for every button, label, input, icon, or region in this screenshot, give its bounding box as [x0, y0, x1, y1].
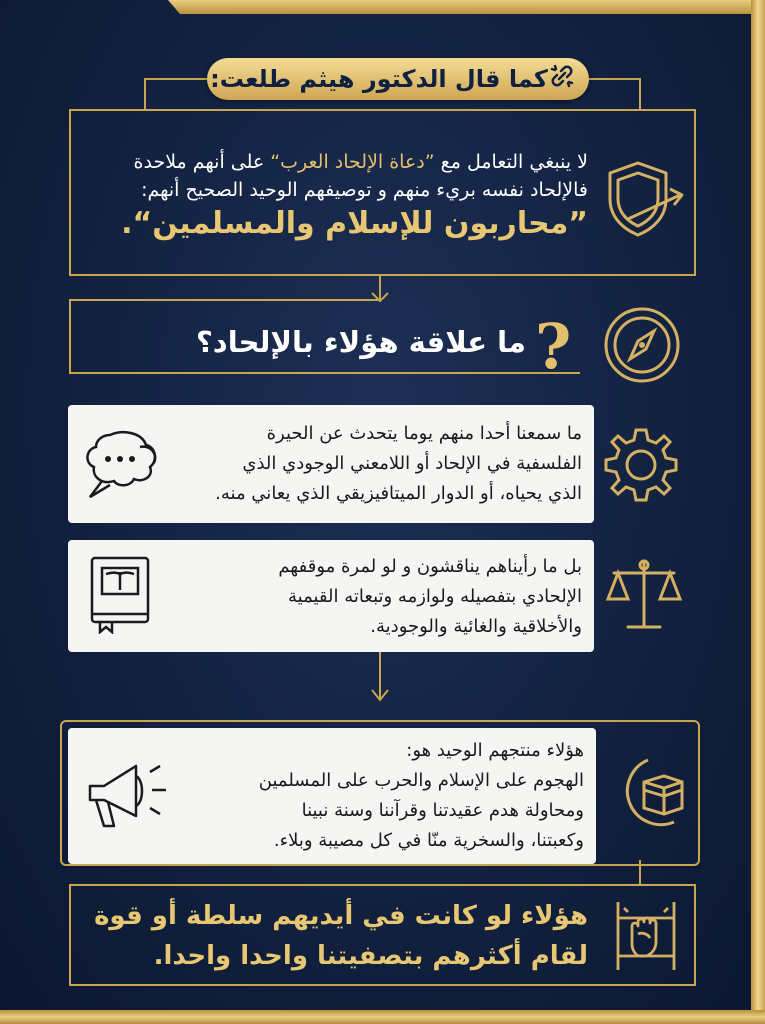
card-2: [68, 540, 594, 652]
raised-fist-icon: [610, 898, 684, 974]
chat-bubbles-icon: [80, 423, 162, 505]
quote-line-2: فالإلحاد نفسه بريء منهم و توصيفهم الوحيد الصحيح أنهم:: [141, 179, 588, 201]
card-3-line-2: الهجوم على الإسلام والحرب على المسلمين: [258, 770, 584, 791]
header-title: كما قال الدكتور هيثم طلعت:: [210, 65, 548, 93]
shield-arrow-icon: [598, 155, 688, 245]
final-statement: [96, 896, 588, 976]
question-title: ما علاقة هؤلاء بالإلحاد؟: [195, 325, 526, 359]
quote-highlight: ”دعاة الإلحاد العرب“: [270, 151, 435, 173]
card-2-line-1: بل ما رأيناهم يناقشون و لو لمرة موقفهم: [278, 556, 582, 577]
card-1: [68, 405, 594, 523]
card-1-line-3: الذي يحياه، أو الدوار الميتافيزيقي الذي يعاني منه.: [215, 483, 582, 504]
quote-emphasis: ”محاربون للإسلام والمسلمين“.: [121, 206, 588, 241]
card-1-line-1: ما سمعنا أحدا منهم يوما يتحدث عن الحيرة: [266, 423, 582, 444]
card-2-line-2: الإلحادي بتفصيله ولوازمه وتبعاته القيمية: [288, 586, 582, 607]
question-mark-icon: ?: [535, 310, 572, 383]
card-3-line-4: وكعبتنا، والسخرية منّا في كل مصيبة وبلاء.: [273, 830, 584, 851]
quote-line-1-suffix: على أنهم ملاحدة: [133, 151, 271, 173]
kaaba-crescent-icon: [612, 752, 688, 832]
scales-icon: [604, 555, 684, 635]
link-icon: [548, 62, 576, 96]
quote-line-1-prefix: لا ينبغي التعامل مع: [434, 151, 588, 173]
quote-line-1: [88, 148, 588, 176]
card-2-line-3: والأخلاقية والغائية والوجودية.: [370, 616, 582, 637]
card-3-line-1: هؤلاء منتجهم الوحيد هو:: [406, 740, 584, 761]
card-1-line-2: الفلسفية في الإلحاد أو اللامعني الوجودي الذي: [242, 453, 582, 474]
gear-icon: [596, 420, 686, 510]
megaphone-icon: [84, 756, 174, 834]
header-pill: [207, 58, 589, 100]
compass-icon: [602, 305, 682, 385]
final-line-2: لقام أكثرهم بتصفيتنا واحدا واحدا.: [153, 941, 588, 971]
book-icon: [86, 554, 154, 634]
card-3: [68, 728, 596, 864]
final-line-1: هؤلاء لو كانت في أيديهم سلطة أو قوة: [94, 901, 588, 931]
card-3-line-3: ومحاولة هدم عقيدتنا وقرآننا وسنة نبينا: [301, 800, 584, 821]
quote-block: [88, 148, 588, 244]
